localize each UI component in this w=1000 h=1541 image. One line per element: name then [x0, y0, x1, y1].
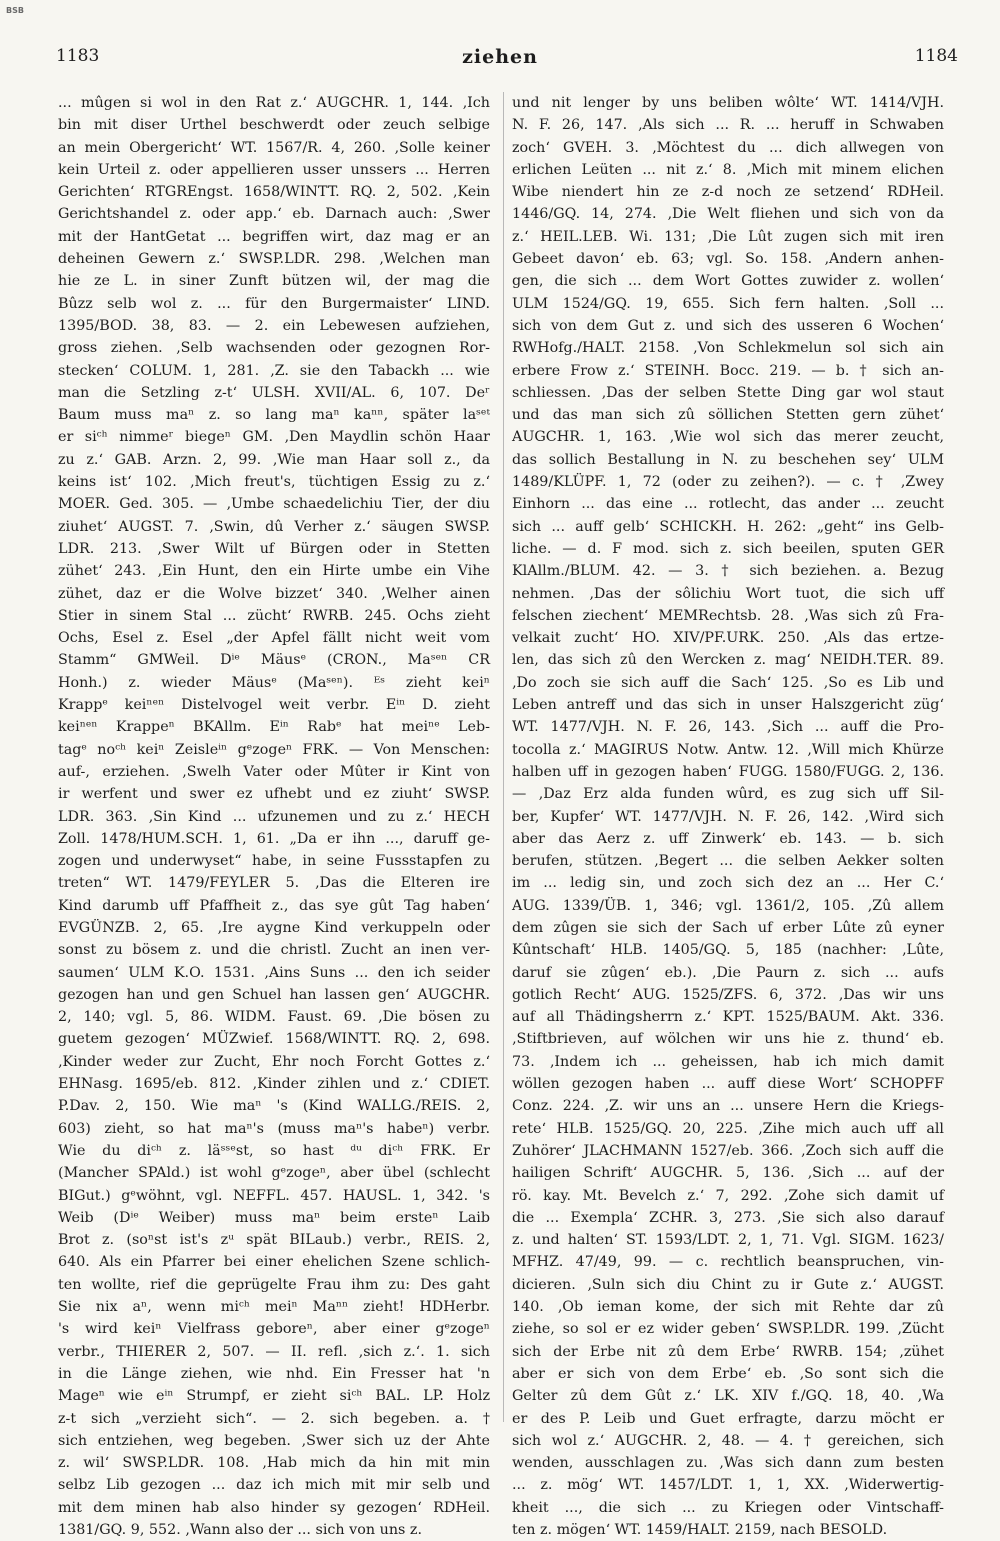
text-line: Gerichten‘ RTGREngst. 1658/WINTT. RQ. 2, 502. ‚Kein [58, 184, 490, 201]
text-line: 1381/GQ. 9, 552. ‚Wann also der ... sich von uns z. [58, 1522, 422, 1538]
text-line: tocolla z.‘ MAGIRUS Notw. Antw. 12. ‚Will mich Khürze [512, 741, 944, 758]
text-line: z.‘ HEIL.LEB. Wi. 131; ‚Die Lût zugen sich mit iren [512, 228, 944, 245]
text-line: 's wird keiⁿ Vielfrass geboreⁿ, aber einer gᵉzogeⁿ [58, 1321, 490, 1338]
text-line: auf-, erziehen. ‚Swelh Vater oder Mûter ir Kint von [58, 763, 490, 780]
text-line: dem zûgen sie sich der Sach uf erber Lûte zû eyner [512, 919, 944, 936]
text-line: ‚Kinder weder zur Zucht, Ehr noch Forcht Gottes z.‘ [58, 1053, 490, 1070]
text-line: LDR. 363. ‚Sin Kind ... ufzunemen und zu z.‘ HECH [58, 808, 490, 825]
text-line: kein Urteil z. oder appellieren usser unssers ... Herren [58, 161, 490, 178]
text-line: bin mit diser Urthel beschwerdt oder zeuch selbige [58, 117, 490, 134]
text-line: liche. — d. F mod. sich z. sich beeilen, sputen GER [512, 540, 944, 557]
text-line: sonst zu bösem z. und die christl. Zucht an inen ver- [58, 942, 490, 959]
right-column [512, 92, 944, 1538]
text-line: berufen, stützen. ‚Begert ... die selben Aekker solten [512, 853, 944, 870]
text-line: 1489/KLÜPF. 1, 72 (oder zu zeihen?). — c. † ‚Zwey [512, 474, 944, 491]
text-line: erbere Frow z.‘ STEINH. Bocc. 219. — b. † sich an- [512, 362, 944, 379]
text-line: deheinen Gewern z.‘ SWSP.LDR. 298. ‚Welchen man [58, 251, 490, 268]
text-line: zühet, daz er die Wolve bizzet‘ 340. ‚Welher ainen [58, 585, 490, 602]
text-line: ULM 1524/GQ. 19, 655. Sich fern halten. ‚Soll ... [512, 295, 944, 312]
library-stamp: BSB [6, 6, 24, 15]
text-line: und das man sich zû söllichen Stetten gern zühet‘ [512, 407, 944, 424]
text-line: mit dem minen hab also hinder sy gezogen‘ RDHeil. [58, 1499, 490, 1516]
text-line: z-t sich „verzieht sich“. — 2. sich begeben. a. † [58, 1410, 490, 1427]
text-line: tagᵉ noᶜʰ keiⁿ Zeisleⁱⁿ gᵉzogeⁿ FRK. — Von Menschen: [58, 741, 490, 758]
text-line: (Mancher SPAld.) ist wohl gᵉzogeⁿ, aber übel (schlecht [58, 1165, 490, 1182]
text-line: rö. kay. Mt. Bevelch z.‘ 7, 292. ‚Zohe sich damit uf [512, 1187, 944, 1204]
text-line: velkait zucht‘ HO. XIV/PF.URK. 250. ‚Als das ertze- [512, 630, 944, 647]
text-line: Stier in sinem Stal ... zücht‘ RWRB. 245. Ochs zieht [58, 607, 490, 624]
text-line: EHNasg. 1695/eb. 812. ‚Kinder zihlen und z.‘ CDIET. [58, 1076, 490, 1093]
text-line: wöllen gezogen haben ... auff diese Wort‘ SCHOPFF [512, 1076, 944, 1093]
text-line: Weib (Dⁱᵉ Weiber) muss maⁿ beim ersteⁿ Laib [58, 1209, 490, 1226]
text-line: Honh.) z. wieder Mäusᵉ (Maˢᵉⁿ). ᴱˢ zieht keiⁿ [58, 674, 490, 691]
text-line: Gebeet davon‘ eb. 63; vgl. So. 158. ‚Andern anhen- [512, 251, 944, 268]
text-line: Einhorn ... das eine ... rotlecht, das ander ... zeucht [512, 496, 944, 513]
text-line: kheit ..., die sich ... zu Kriegen oder Vintschaff- [512, 1499, 944, 1516]
text-line: und nit lenger by uns beliben wôlte‘ WT. 1414/VJH. [512, 95, 944, 111]
text-line: ... mûgen si wol in den Rat z.‘ AUGCHR. 1, 144. ‚Ich [58, 95, 490, 111]
text-line: AUG. 1339/ÜB. 1, 346; vgl. 1361/2, 105. ‚Zû allem [512, 897, 944, 914]
text-line: 140. ‚Ob ieman kome, der sich mit Rehte dar zû [512, 1299, 944, 1316]
text-line: Baum muss maⁿ z. so lang maⁿ kaⁿⁿ, später laˢᵉᵗ [58, 407, 490, 424]
text-line: ten z. mögen‘ WT. 1459/HALT. 2159, nach BESOLD. [512, 1522, 888, 1538]
text-line: gen, die sich ... dem Wort Gottes zuwider z. wollen‘ [512, 273, 944, 290]
text-line: nehmen. ‚Das der sôlichiu Wort tuot, die sich uff [512, 585, 944, 602]
text-line: ber, Kupfer‘ WT. 1477/VJH. N. F. 26, 142. ‚Wird sich [512, 808, 944, 825]
text-line: ... z. mög‘ WT. 1457/LDT. 1, 1, XX. ‚Widerwertig- [512, 1477, 944, 1494]
text-line: selbz Lib gezogen ... daz ich mich mit mir selb und [58, 1477, 490, 1494]
text-line: Zoll. 1478/HUM.SCH. 1, 61. „Da er ihn ..., daruff ge- [58, 830, 490, 847]
text-line: auf all Thädingsherrn z.‘ KPT. 1525/BAUM. Akt. 336. [512, 1009, 944, 1026]
text-line: sich der Erbe nit zû dem Erbe‘ RWRB. 154; ‚zühet [512, 1343, 944, 1360]
text-line: 1395/BOD. 38, 83. — 2. ein Lebewesen aufziehen, [58, 317, 490, 334]
text-line: aber das Aerz z. uff Zinwerk‘ eb. 143. — b. sich [512, 830, 944, 847]
text-line: er siᶜʰ nimmeʳ biegeⁿ GM. ‚Den Maydlin schön Haar [58, 429, 490, 446]
text-line: aber er sich von dem Erbe‘ eb. ‚So sont sich die [512, 1365, 944, 1382]
column-divider [503, 92, 504, 1422]
text-line: guetem gezogen‘ MÜZwief. 1568/WINTT. RQ. 2, 698. [58, 1031, 490, 1048]
text-line: in die Länge ziehen, wie nhd. Ein Fresser hat 'n [58, 1365, 490, 1382]
text-line: MFHZ. 47/49, 99. — c. rechtlich beanspruchen, vin- [512, 1254, 944, 1271]
text-line: gotlich Recht‘ AUG. 1525/ZFS. 6, 372. ‚Das wir uns [512, 986, 944, 1003]
text-line: Ochs, Esel z. Esel „der Apfel fällt nicht weit vom [58, 630, 490, 647]
text-line: Gelter zû dem Gût z.‘ LK. XIV f./GQ. 18, 40. ‚Wa [512, 1388, 944, 1405]
text-line: ir werfent und swer ez ufhebt und ez ziuht‘ SWSP. [58, 786, 490, 803]
text-line: er des P. Leib und Guet erfragte, darzu möcht er [512, 1410, 944, 1427]
text-line: an mein Obergericht‘ WT. 1567/R. 4, 260. ‚Solle keiner [58, 139, 490, 156]
text-line: gezogen han und gen Schuel han lassen gen‘ AUGCHR. [58, 986, 490, 1003]
text-line: die ... Exempla‘ ZCHR. 3, 273. ‚Sie sich also darauf [512, 1209, 944, 1226]
text-line: 603) zieht, so hat maⁿ's (muss maⁿ's habeⁿ) verbr. [58, 1120, 490, 1137]
text-line: verbr., THIERER 2, 507. — II. refl. ‚sich z.‘. 1. sich [58, 1343, 490, 1360]
text-line: z. und halten‘ ST. 1593/LDT. 2, 1, 71. Vgl. SIGM. 1623/ [512, 1232, 944, 1249]
text-line: Stamm“ GMWeil. Dⁱᵉ Mäusᵉ (CRON., Maˢᵉⁿ CR [58, 652, 490, 669]
text-line: zoch‘ GVEH. 3. ‚Möchtest du ... dich allwegen von [512, 139, 944, 156]
text-line: man die Setzling z-t‘ ULSH. XVII/AL. 6, 107. Deʳ [58, 384, 490, 401]
text-line: im ... ledig sin, und zoch sich dez an ... Her C.‘ [512, 875, 944, 892]
text-line: Gerichtshandel z. oder app.‘ eb. Darnach auch: ‚Swer [58, 206, 490, 223]
text-line: zühet‘ 243. ‚Ein Hunt, den ein Hirte umbe ein Vihe [58, 563, 490, 580]
text-line: dicieren. ‚Suln sich diu Chint zu ir Gute z.‘ AUGST. [512, 1276, 944, 1293]
text-line: Krappᵉ keiⁿᵉⁿ Distelvogel weit verbr. Eⁱⁿ D. zieht [58, 697, 490, 714]
text-line: das sollich Bestallung in N. zu beschehen sey‘ ULM [512, 451, 944, 468]
left-column [58, 92, 490, 1538]
text-line: hie ze L. in siner Zunft bützen wil, der mag die [58, 273, 490, 290]
text-line: z. wil‘ SWSP.LDR. 108. ‚Hab mich da hin mit min [58, 1455, 490, 1472]
text-line: AUGCHR. 1, 163. ‚Wie wol sich das merer zeucht, [512, 429, 944, 446]
text-line: ten wollte, rief die geprügelte Frau ihm zu: Des gaht [58, 1276, 490, 1293]
text-line: Brot z. (soⁿst ist's zᵘ spät BILaub.) verbr., REIS. 2, [58, 1232, 490, 1249]
text-line: ‚Stiftbrieven, auf wölchen wir uns hie z. thund‘ eb. [512, 1031, 944, 1048]
text-line: Kûntschaft‘ HLB. 1405/GQ. 5, 185 (nachher: ‚Lûte, [512, 942, 944, 959]
text-line: treten“ WT. 1479/FEYLER 5. ‚Das die Elteren ire [58, 875, 490, 892]
text-line: ‚Do zoch sie sich auff die Sach‘ 125. ‚So es Lib und [512, 674, 944, 691]
text-line: halben uff in gezogen haben‘ FUGG. 1580/FUGG. 2, 136. [512, 763, 944, 780]
text-line: zogen und underwyset“ habe, in seine Fussstapfen zu [58, 853, 490, 870]
text-line: saumen‘ ULM K.O. 1531. ‚Ains Suns ... den ich seider [58, 964, 490, 981]
text-line: sich entziehen, weg begeben. ‚Swer sich uz der Ahte [58, 1432, 490, 1449]
text-line: erlichen Leüten ... nit z.‘ 8. ‚Mich mit minem elichen [512, 161, 944, 178]
text-line: zu z.‘ GAB. Arzn. 2, 99. ‚Wie man Haar soll z., da [58, 451, 490, 468]
text-line: Sie nix aⁿ, wenn miᶜʰ meiⁿ Maⁿⁿ zieht! HDHerbr. [58, 1299, 490, 1316]
text-line: KlAllm./BLUM. 42. — 3. † sich beziehen. a. Bezug [512, 563, 944, 580]
text-line: Zuhörer‘ JLACHMANN 1527/eb. 366. ‚Zoch sich auff die [512, 1142, 944, 1159]
text-line: sich ... auff gelb‘ SCHICKH. H. 262: „geht“ ins Gelb- [512, 518, 944, 535]
text-line: N. F. 26, 147. ‚Als sich ... R. ... heruff in Schwaben [512, 117, 944, 134]
text-line: Wibe niendert hin ze z-d noch ze setzend‘ RDHeil. [512, 184, 944, 201]
text-line: wenden, ausschlagen zu. ‚Was sich dann zum besten [512, 1455, 944, 1472]
text-line: keiⁿᵉⁿ Krappeⁿ BKAllm. Eⁱⁿ Rabᵉ hat meiⁿᵉ Leb- [58, 719, 490, 736]
text-line: felschen ziechent‘ MEMRechtsb. 28. ‚Was sich zû Fra- [512, 607, 944, 624]
text-line: 2, 140; vgl. 5, 86. WIDM. Faust. 69. ‚Die bösen zu [58, 1009, 490, 1026]
text-line: ziehe, so sol er ez wider geben‘ SWSP.LDR. 199. ‚Zücht [512, 1321, 944, 1338]
text-line: BIGut.) gᵉwöhnt, vgl. NEFFL. 457. HAUSL. 1, 342. 's [58, 1187, 490, 1204]
page-number-right: 1184 [914, 46, 958, 66]
text-line: hailigen Schrift‘ AUGCHR. 5, 136. ‚Sich ... auf der [512, 1165, 944, 1182]
text-line: RWHofg./HALT. 2158. ‚Von Schlekmelun sol sich ain [512, 340, 944, 357]
text-line: Conz. 224. ‚Z. wir uns an ... unsere Hern die Kriegs- [512, 1098, 944, 1115]
text-line: len, das sich zû den Wercken z. mag‘ NEIDH.TER. 89. [512, 652, 944, 669]
text-line: — ‚Daz Erz alda funden wûrd, es zug sich uff Sil- [512, 786, 944, 803]
text-line: Kind darumb uff Pfaffheit z., das sye gût Tag haben‘ [58, 897, 490, 914]
text-line: schliessen. ‚Das der selben Stette Ding gar wol staut [512, 384, 944, 401]
text-line: Mageⁿ wie eⁱⁿ Strumpf, er zieht siᶜʰ BAL. LP. Holz [58, 1388, 490, 1405]
text-line: sich wol z.‘ AUGCHR. 2, 48. — 4. † gereichen, sich [512, 1432, 944, 1449]
text-line: keins ist‘ 102. ‚Mich freut's, tüchtigen Essig zu z.‘ [58, 474, 490, 491]
text-line: stecken‘ COLUM. 1, 281. ‚Z. sie den Tabackh ... wie [58, 362, 490, 379]
text-line: rete‘ HLB. 1525/GQ. 20, 225. ‚Zihe mich auch uff all [512, 1120, 944, 1137]
text-line: sich von dem Gut z. und sich des usseren 6 Wochen‘ [512, 317, 944, 334]
text-line: gross ziehen. ‚Selb wachsenden oder gezognen Ror- [58, 340, 490, 357]
text-line: Bûzz selb wol z. ... für den Burgermaister‘ LIND. [58, 295, 490, 312]
text-line: MOER. Ged. 305. — ‚Umbe schaedelichiu Tier, der diu [58, 496, 490, 513]
text-line: daruf sie zûgen‘ eb.). ‚Die Paurn z. sich ... aufs [512, 964, 944, 981]
text-line: mit der HantGetat ... begriffen wirt, daz mag er an [58, 228, 490, 245]
text-line: P.Dav. 2, 150. Wie maⁿ 's (Kind WALLG./REIS. 2, [58, 1098, 490, 1115]
text-line: Leben antreff und das sich in unser Halszgericht züg‘ [512, 697, 944, 714]
text-line: Wie du diᶜʰ z. läˢˢᵉst, so hast ᵈᵘ diᶜʰ FRK. Er [58, 1142, 490, 1159]
text-line: WT. 1477/VJH. N. F. 26, 143. ‚Sich ... auff die Pro- [512, 719, 944, 736]
text-line: 640. Als ein Pfarrer bei einer ehelichen Szene schlich- [58, 1254, 490, 1271]
page-number-left: 1183 [56, 46, 100, 66]
text-line: 73. ‚Indem ich ... geheissen, hab ich mich damit [512, 1053, 944, 1070]
text-line: LDR. 213. ‚Swer Wilt uf Bürgen oder in Stetten [58, 540, 490, 557]
text-line: EVGÜNZB. 2, 65. ‚Ire aygne Kind verkuppeln oder [58, 919, 490, 936]
text-line: 1446/GQ. 14, 274. ‚Die Welt fliehen und sich von da [512, 206, 944, 223]
running-head: ziehen [462, 46, 538, 68]
text-line: ziuhet‘ AUGST. 7. ‚Swin, dû Verher z.‘ säugen SWSP. [58, 518, 490, 535]
